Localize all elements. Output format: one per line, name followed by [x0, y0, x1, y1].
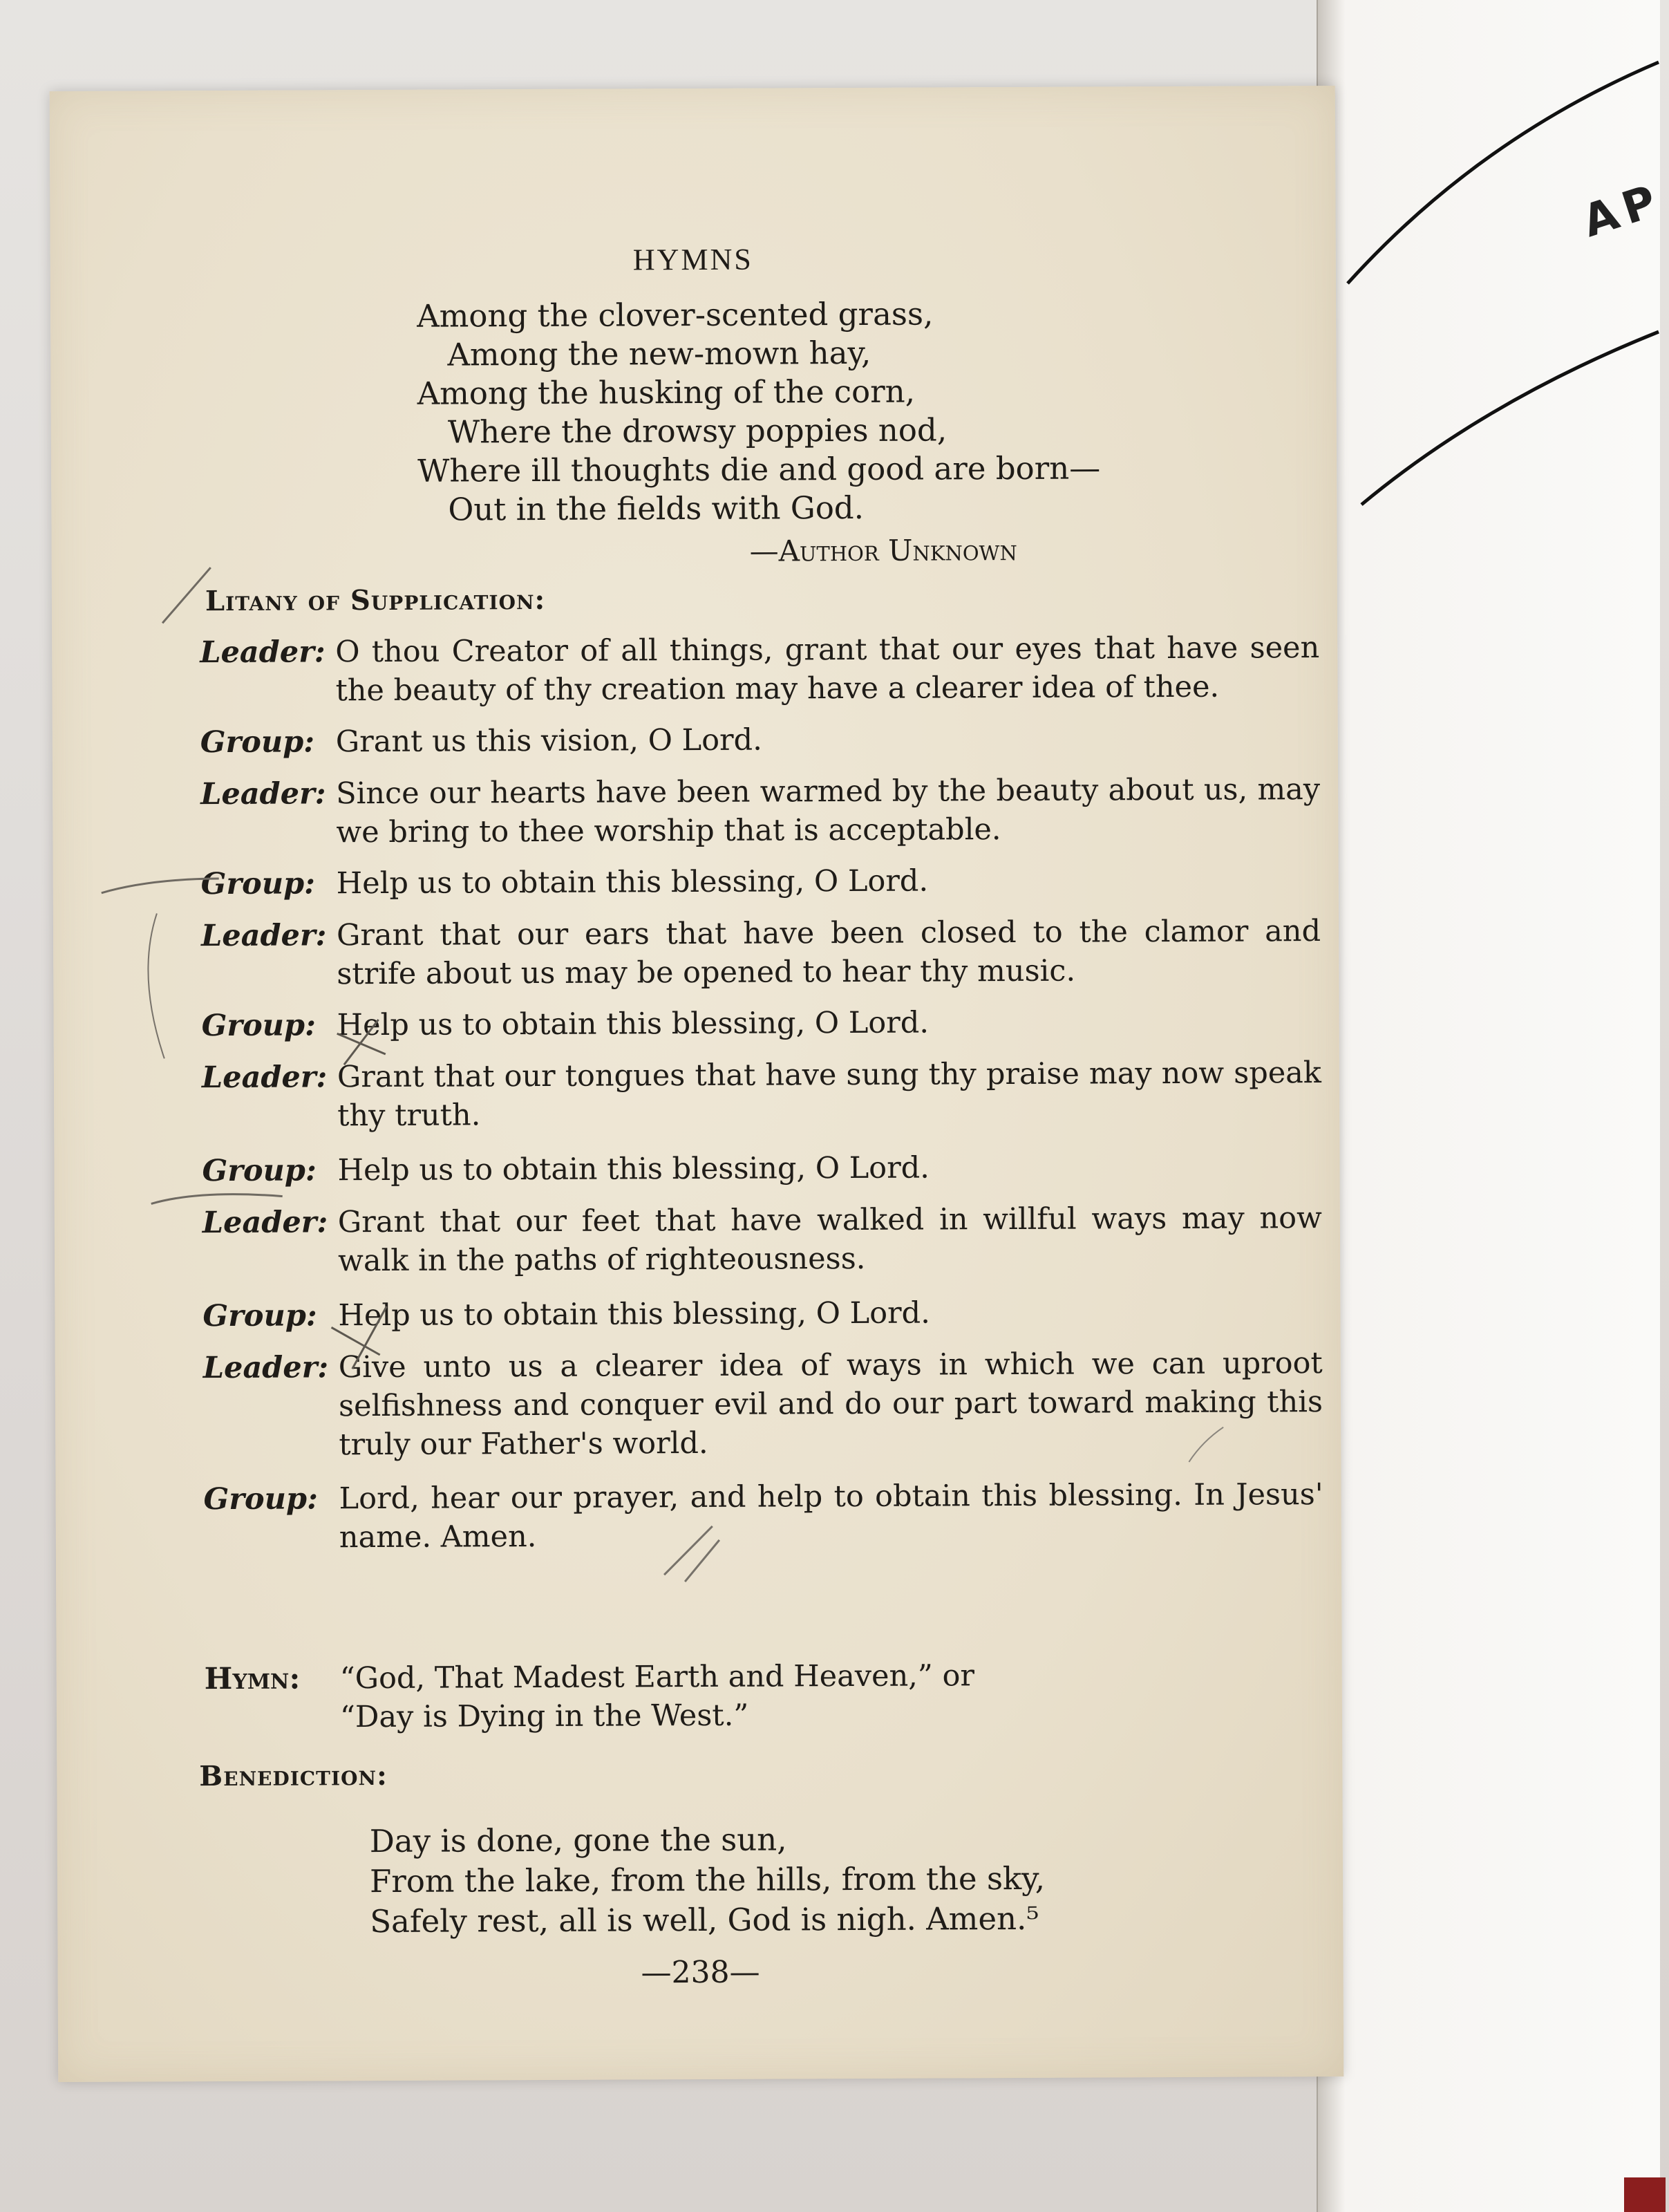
- poem-line: Where the drowsy poppies nod,: [447, 411, 947, 451]
- hymn-entry: [205, 1655, 1324, 1737]
- litany-text: Grant us this vision, O Lord.: [335, 722, 762, 760]
- speaker-label: Group:: [200, 866, 316, 902]
- litany-title: Litany of Supplication:: [205, 583, 546, 618]
- speaker-label: Leader:: [201, 1060, 328, 1096]
- speaker-label: Leader:: [200, 918, 327, 954]
- book-spine-edge: [1624, 2177, 1666, 2212]
- book-page: [50, 86, 1344, 2082]
- litany-entry: [202, 1199, 1322, 1281]
- benediction-title: Benediction:: [199, 1759, 388, 1793]
- litany-text: Since our hearts have been warmed by the beauty about us, may we bring to thee worship that is acceptable.: [336, 772, 1321, 850]
- litany-entry: [200, 718, 1320, 762]
- speaker-label: Leader:: [200, 635, 326, 671]
- litany-text: Help us to obtain this blessing, O Lord.: [336, 863, 929, 901]
- litany-entry: [200, 628, 1319, 711]
- speaker-label: Leader:: [202, 1205, 328, 1241]
- litany-text: Grant that our ears that have been closed to the clamor and strife about us may be opened to hear thy music.: [336, 914, 1321, 992]
- speaker-label: Group:: [203, 1481, 318, 1517]
- benediction-line: From the lake, from the hills, from the sky,: [369, 1859, 1046, 1900]
- speaker-label: Leader:: [202, 1350, 329, 1386]
- speaker-label: Leader:: [200, 776, 326, 812]
- poem: [417, 294, 1100, 529]
- page-number: —238—: [641, 1954, 760, 1991]
- litany-entry: [200, 770, 1320, 852]
- hymn-line: “God, That Madest Earth and Heaven,” or: [339, 1658, 975, 1696]
- facing-page-heading: AP: [1576, 174, 1669, 248]
- speaker-label: Group:: [201, 1008, 317, 1044]
- litany-entry: [201, 912, 1321, 994]
- poem-line: Where ill thoughts die and good are born—: [417, 449, 1101, 489]
- litany-text: Grant that our feet that have walked in willful ways may now walk in the paths of righteousness.: [337, 1201, 1322, 1279]
- litany-text: Help us to obtain this blessing, O Lord.: [338, 1295, 930, 1333]
- litany-text: O thou Creator of all things, grant that our eyes that have seen the beauty of thy creation may have a clearer idea of thee.: [335, 630, 1320, 709]
- litany-entry: [202, 1053, 1321, 1136]
- benediction-line: Day is done, gone the sun,: [369, 1821, 787, 1860]
- litany-text: Help us to obtain this blessing, O Lord.: [337, 1005, 930, 1043]
- hymn-label: Hymn:: [204, 1661, 301, 1697]
- hymn-line: “Day is Dying in the West.”: [339, 1698, 749, 1735]
- litany-text: Help us to obtain this blessing, O Lord.: [337, 1150, 930, 1188]
- litany-entry: [201, 860, 1321, 903]
- litany-entry: [202, 1147, 1321, 1190]
- litany-text: Grant that our tongues that have sung thy praise may now speak thy truth.: [337, 1056, 1322, 1134]
- facing-page-decorative-curves: [1327, 41, 1659, 525]
- speaker-label: Group:: [200, 724, 315, 760]
- speaker-label: Group:: [202, 1153, 317, 1189]
- speaker-label: Group:: [202, 1298, 317, 1334]
- litany-text: Lord, hear our prayer, and help to obtain this blessing. In Jesus' name. Amen.: [339, 1477, 1323, 1555]
- litany-text: Give unto us a clearer idea of ways in which we can uproot selfishness and conquer evil and do our part toward making this truly our Father's world.: [338, 1346, 1323, 1463]
- poem-attribution: —Author Unknown: [749, 532, 1017, 568]
- litany-entry: [202, 1002, 1321, 1045]
- litany-entry: [202, 1292, 1322, 1335]
- benediction-line: Safely rest, all is well, God is nigh. Amen.⁵: [370, 1900, 1039, 1940]
- poem-line: Out in the fields with God.: [448, 489, 865, 528]
- litany-entry: [203, 1344, 1323, 1465]
- benediction-verse: [370, 1819, 1046, 1942]
- litany-entry: [203, 1475, 1323, 1557]
- poem-line: Among the clover-scented grass,: [417, 295, 934, 335]
- page-header: HYMNS: [632, 242, 753, 277]
- poem-line: Among the new-mown hay,: [447, 334, 871, 373]
- poem-line: Among the husking of the corn,: [417, 373, 916, 412]
